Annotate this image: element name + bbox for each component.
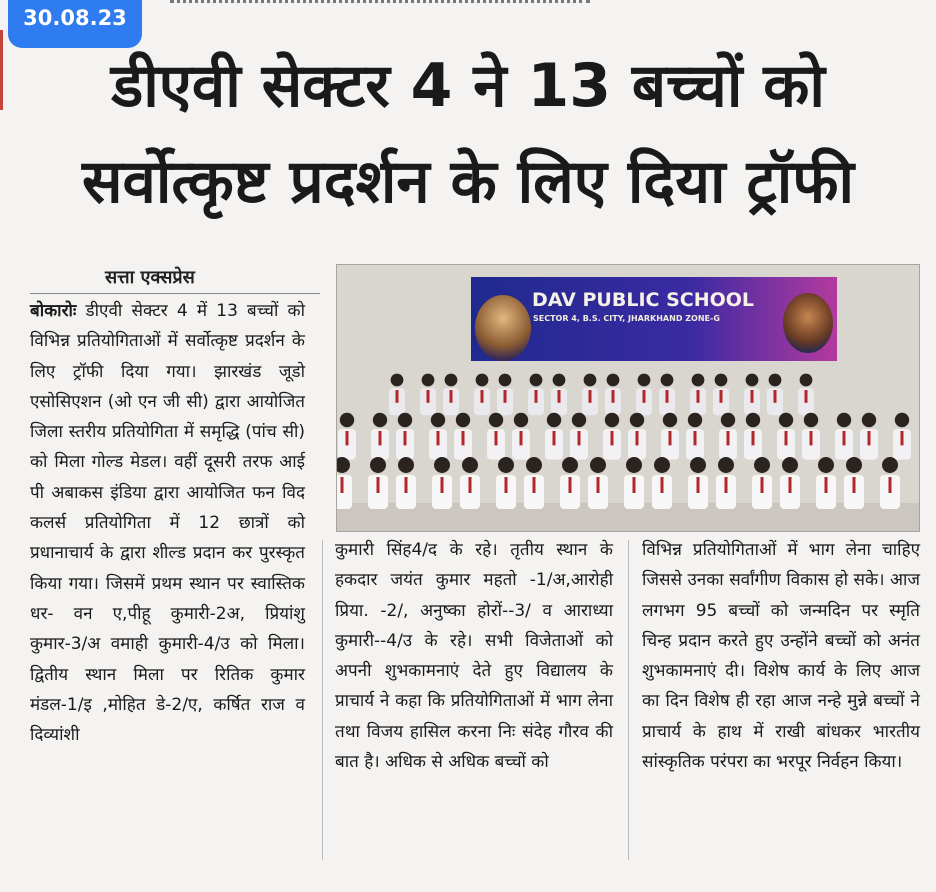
student-head [391, 374, 404, 387]
student-head [340, 413, 354, 427]
student-head [553, 374, 566, 387]
student-tie [481, 390, 484, 403]
byline: सत्ता एक्सप्रेस [105, 267, 195, 288]
student-head [804, 413, 818, 427]
byline-divider [30, 293, 320, 294]
student-tie [405, 477, 408, 493]
student-tie [789, 477, 792, 493]
student-head [715, 374, 728, 387]
student-tie [611, 431, 614, 445]
student-head [431, 413, 445, 427]
student-head [456, 413, 470, 427]
student-head [526, 457, 542, 473]
student-head [692, 374, 705, 387]
student-tie [427, 390, 430, 403]
banner-title: DAV PUBLIC SCHOOL [532, 289, 755, 311]
column-2-text: कुमारी सिंह4/द के रहे। तृतीय स्थान के हकदार जयंत कुमार महतो -1/अ,आरोही प्रिया. -2/, अनुष्का होरों--3/ व आराध्या कुमारी--4/उ के रहे। सभी विजेताओं को अपनी शुभकामनाएं देते हुए विद्यालय के प्राचार्य ने कहा कि प्रतियोगिताओं में भाग लेना तथा विजय हासिल करना निः संदेह गौरव की बात है। अधिक से अधिक बच्चों को [335, 540, 613, 773]
student-head [498, 457, 514, 473]
student-tie [553, 431, 556, 445]
student-tie [697, 390, 700, 403]
student-figure [337, 475, 352, 509]
student-head [663, 413, 677, 427]
news-photo [336, 264, 920, 532]
student-tie [751, 390, 754, 403]
student-tie [533, 477, 536, 493]
student-head [562, 457, 578, 473]
student-head [895, 413, 909, 427]
student-tie [694, 431, 697, 445]
student-head [654, 457, 670, 473]
student-tie [437, 431, 440, 445]
student-tie [868, 431, 871, 445]
student-tie [520, 431, 523, 445]
student-tie [462, 431, 465, 445]
banner-portrait-left [475, 295, 531, 361]
student-head [690, 457, 706, 473]
student-head [661, 374, 674, 387]
student-head [445, 374, 458, 387]
student-head [782, 457, 798, 473]
student-tie [633, 477, 636, 493]
student-head [800, 374, 813, 387]
student-head [754, 457, 770, 473]
student-tie [569, 477, 572, 493]
student-tie [346, 431, 349, 445]
student-tie [901, 431, 904, 445]
student-tie [785, 431, 788, 445]
student-head [818, 457, 834, 473]
student-tie [396, 390, 399, 403]
student-head [398, 413, 412, 427]
student-head [373, 413, 387, 427]
student-tie [669, 431, 672, 445]
student-tie [469, 477, 472, 493]
student-tie [853, 477, 856, 493]
student-tie [720, 390, 723, 403]
student-head [718, 457, 734, 473]
student-tie [495, 431, 498, 445]
student-head [499, 374, 512, 387]
student-head [398, 457, 414, 473]
student-head [547, 413, 561, 427]
student-head [837, 413, 851, 427]
student-tie [404, 431, 407, 445]
student-head [476, 374, 489, 387]
student-head [434, 457, 450, 473]
article-column-2 [335, 535, 613, 777]
student-tie [578, 431, 581, 445]
headline-line-1: डीएवी सेक्टर 4 ने 13 बच्चों को [111, 51, 825, 121]
column-3-text: विभिन्न प्रतियोगिताओं में भाग लेना चाहिए जिससे उनका सर्वांगीण विकास हो सके। आज लगभग 95 बच्चों को जन्मदिन पर स्मृति चिन्ह प्रदान करते हुए उन्होंने बच्चों को अनंत शुभकामनाएं दी। विशेष कार्य के लिए आज का दिन विशेष ही रहा आज नन्हे मुन्ने बच्चों ने प्राचार्य के हाथ में राखी बांधकर भारतीय सांस्कृतिक परंपरा का भरपूर निर्वहन किया। [642, 540, 920, 773]
student-head [688, 413, 702, 427]
student-head [572, 413, 586, 427]
student-tie [810, 431, 813, 445]
student-head [462, 457, 478, 473]
column-1-text: डीएवी सेक्टर 4 में 13 बच्चों को विभिन्न प्रतियोगिताओं में सर्वोत्कृष्ट प्रदर्शन के लिए ट्रॉफी दिया गया। झारखंड जूडो एसोसिएशन (ओ एन जी सी) द्वारा आयोजित जिला स्तरीय प्रतियोगिता में समृद्धि (पांच सी) को मिला गोल्ड मेडल। वहीं दूसरी तरफ आई पी अबाकस इंडिया द्वारा आयोजित फन विद कलर्स प्रतियोगिता में 12 छात्रों को प्रधानाचार्य के द्वारा शील्ड प्रदान कर पुरस्कृत किया गया। जिसमें प्रथम स्थान पर स्वास्तिक धर- वन ए,पीहू कुमारी-2अ, प्रियांशु कुमार-3/अ वमाही कुमारी-4/उ को मिला। द्वितीय स्थान मिला पर रितिक कुमार मंडल-1/इ ,मोहित डे-2/ए, कर्षित राज व दिव्यांशी [30, 301, 306, 746]
student-tie [727, 431, 730, 445]
student-head [846, 457, 862, 473]
student-head [779, 413, 793, 427]
student-tie [825, 477, 828, 493]
student-head [626, 457, 642, 473]
student-tie [341, 477, 344, 493]
student-head [370, 457, 386, 473]
student-tie [643, 390, 646, 403]
student-tie [636, 431, 639, 445]
student-head [422, 374, 435, 387]
student-tie [379, 431, 382, 445]
headline-line-2: सर्वोत्कृष्ट प्रदर्शन के लिए दिया ट्रॉफी [81, 147, 855, 217]
student-tie [805, 390, 808, 403]
student-head [721, 413, 735, 427]
student-head [862, 413, 876, 427]
student-tie [666, 390, 669, 403]
student-tie [441, 477, 444, 493]
student-tie [889, 477, 892, 493]
column-divider-2 [628, 540, 629, 860]
student-tie [661, 477, 664, 493]
student-tie [589, 390, 592, 403]
student-head [489, 413, 503, 427]
article-column-3 [642, 535, 920, 777]
date-badge: 30.08.23 [8, 0, 142, 48]
student-tie [843, 431, 846, 445]
student-head [882, 457, 898, 473]
student-head [607, 374, 620, 387]
dateline-place: बोकारोः [30, 301, 77, 321]
students-group [337, 360, 919, 532]
student-head [769, 374, 782, 387]
student-tie [725, 477, 728, 493]
student-tie [612, 390, 615, 403]
student-head [514, 413, 528, 427]
student-tie [504, 390, 507, 403]
student-head [630, 413, 644, 427]
student-head [746, 413, 760, 427]
student-head [746, 374, 759, 387]
clipping-edge-mark [0, 30, 3, 110]
banner-subtitle: SECTOR 4, B.S. CITY, JHARKHAND ZONE-G [533, 314, 720, 323]
student-tie [774, 390, 777, 403]
student-tie [505, 477, 508, 493]
column-divider-1 [322, 540, 323, 860]
student-tie [535, 390, 538, 403]
student-tie [597, 477, 600, 493]
student-tie [697, 477, 700, 493]
banner-portrait-right [783, 293, 833, 353]
student-tie [450, 390, 453, 403]
student-head [638, 374, 651, 387]
clipping-top-edge [170, 0, 590, 9]
student-tie [377, 477, 380, 493]
student-head [584, 374, 597, 387]
student-head [590, 457, 606, 473]
article-column-1 [30, 296, 305, 750]
student-head [530, 374, 543, 387]
student-tie [761, 477, 764, 493]
student-head [605, 413, 619, 427]
student-tie [558, 390, 561, 403]
student-tie [752, 431, 755, 445]
